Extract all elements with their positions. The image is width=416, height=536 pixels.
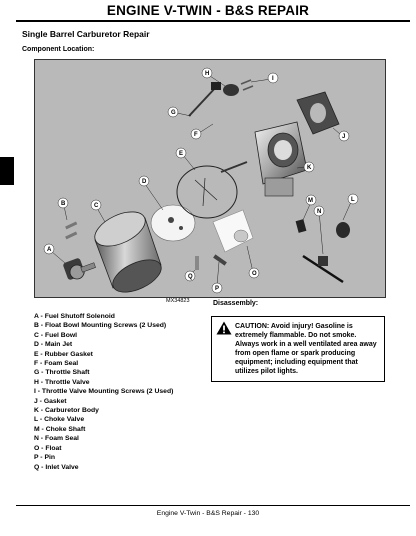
- legend-item: D - Main Jet: [34, 341, 73, 349]
- pin-and-inlet-valve-part: [195, 254, 227, 270]
- section-tab-marker: [0, 157, 14, 185]
- header-rule: [16, 20, 410, 22]
- carburetor-illustration: [35, 60, 385, 297]
- legend-item: Q - Inlet Valve: [34, 463, 79, 471]
- callout-n: N: [317, 209, 322, 215]
- page-header-title: ENGINE V-TWIN - B&S REPAIR: [106, 3, 310, 18]
- callout-e: E: [179, 151, 184, 157]
- legend-item: E - Rubber Gasket: [34, 350, 93, 358]
- legend-item: M - Choke Shaft: [34, 425, 86, 433]
- callout-c: C: [94, 203, 99, 209]
- callout-g: G: [171, 110, 176, 116]
- callout-q: Q: [188, 274, 193, 280]
- callout-b: B: [61, 201, 66, 207]
- callout-f: F: [194, 132, 198, 138]
- fuel-shutoff-solenoid-part: [62, 257, 95, 280]
- subsection-label: Component Location:: [22, 46, 95, 53]
- legend-item: G - Throttle Shaft: [34, 369, 90, 377]
- callout-k: K: [307, 165, 312, 171]
- throttle-shaft-assembly-part: [189, 80, 253, 116]
- callout-h: H: [205, 71, 210, 77]
- legend-item: N - Foam Seal: [34, 435, 79, 443]
- legend-item: O - Float: [34, 444, 62, 452]
- legend-item: A - Fuel Shutoff Solenoid: [34, 313, 115, 320]
- legend-item: P - Pin: [34, 454, 56, 462]
- legend-item: K - Carburetor Body: [34, 407, 99, 415]
- callout-j: J: [342, 134, 346, 140]
- rubber-gasket-part: [177, 166, 237, 218]
- callout-l: L: [351, 197, 355, 203]
- float-bowl-screws-part: [65, 222, 77, 240]
- legend-item: I - Throttle Valve Mounting Screws (2 Used): [34, 388, 174, 396]
- section-title: Single Barrel Carburetor Repair: [22, 29, 150, 39]
- page-footer: Engine V-Twin - B&S Repair - 130: [156, 510, 260, 517]
- carburetor-body-part: [221, 122, 307, 196]
- callout-p: P: [215, 286, 220, 292]
- caution-text: CAUTION: Avoid injury! Gasoline is extremely flammable. Do not smoke. Always work in a well ventilated area away from open flame or spark producing equipment; including equipment that utilizes pilot lights.: [235, 323, 377, 375]
- legend-item: H - Throttle Valve: [34, 378, 90, 386]
- callout-d: D: [142, 179, 147, 185]
- disassembly-heading: Disassembly:: [213, 300, 259, 307]
- legend-item: C - Fuel Bowl: [34, 331, 78, 339]
- legend-item: F - Foam Seal: [34, 360, 79, 368]
- legend-item: L - Choke Valve: [34, 416, 85, 424]
- gasket-part: [297, 92, 339, 134]
- callout-a: A: [47, 247, 52, 253]
- callout-i: I: [272, 76, 274, 82]
- callout-o: O: [252, 271, 257, 277]
- callout-m: M: [308, 198, 313, 204]
- warning-triangle-icon: [216, 321, 232, 335]
- legend-item: J - Gasket: [34, 397, 67, 405]
- figure-id: MX34823: [166, 298, 190, 304]
- caution-box: [211, 316, 385, 382]
- main-jet-part: [151, 205, 195, 241]
- footer-rule: [16, 505, 410, 506]
- exploded-view-figure: [34, 59, 386, 298]
- legend-item: B - Float Bowl Mounting Screws (2 Used): [34, 322, 167, 330]
- component-legend: [34, 312, 173, 472]
